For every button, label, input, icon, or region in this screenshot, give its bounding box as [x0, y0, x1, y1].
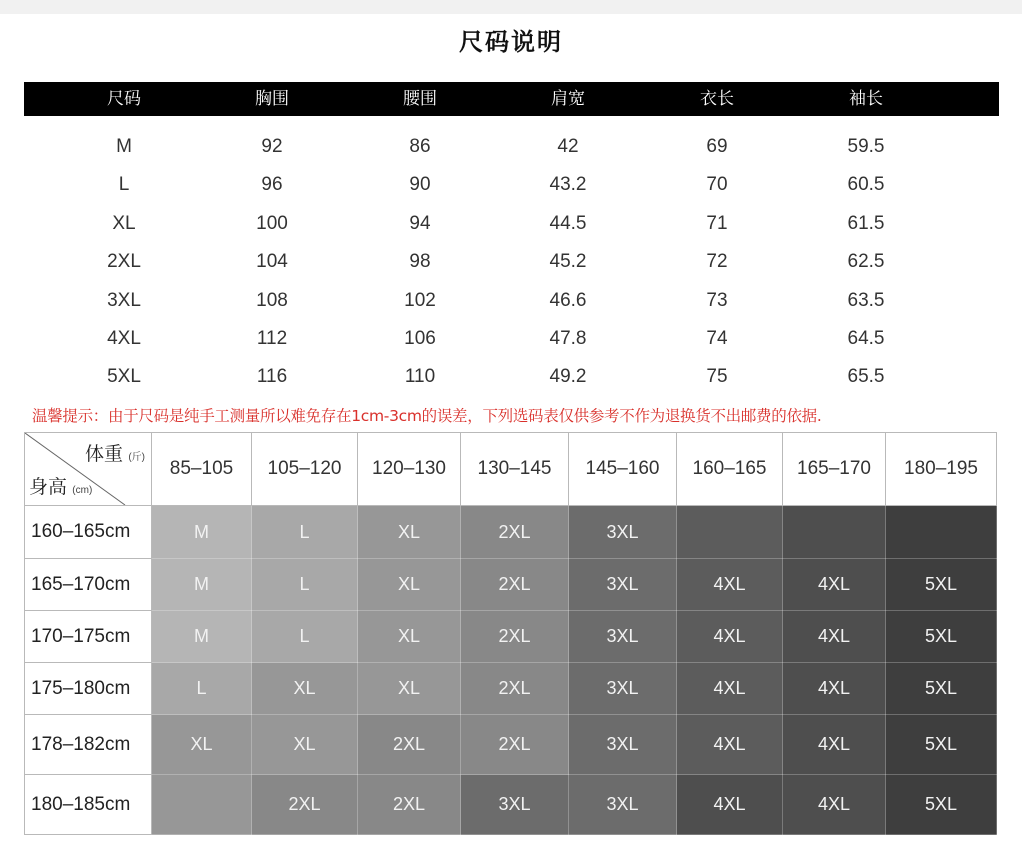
size-recommendation-cell: 4XL [783, 611, 886, 663]
size-recommendation-cell: 4XL [783, 559, 886, 611]
size-recommendation-cell: 4XL [677, 611, 783, 663]
size-recommendation-cell: 2XL [461, 559, 569, 611]
height-range: 178–182cm [25, 715, 152, 775]
size-row [24, 205, 999, 243]
size-recommendation-cell: 4XL [783, 715, 886, 775]
size-recommendation-cell: 2XL [461, 611, 569, 663]
recommendation-table [24, 432, 997, 835]
size-cell-chest: 96 [261, 174, 283, 196]
size-cell-sleeve: 63.5 [847, 289, 885, 311]
height-range: 165–170cm [25, 559, 152, 611]
size-recommendation-cell: M [152, 611, 252, 663]
height-row [25, 611, 997, 663]
weight-range: 85–105 [152, 433, 252, 506]
weight-header-row [25, 433, 997, 506]
size-recommendation-cell: L [252, 611, 358, 663]
size-recommendation-cell: 5XL [886, 715, 997, 775]
size-cell-waist: 86 [409, 136, 431, 157]
size-recommendation-cell: 3XL [569, 715, 677, 775]
size-recommendation-cell: L [152, 663, 252, 715]
size-recommendation-cell [677, 506, 783, 559]
size-cell-length: 75 [706, 366, 728, 388]
size-row [24, 358, 999, 396]
size-recommendation-cell: XL [358, 611, 461, 663]
height-range: 160–165cm [25, 506, 152, 559]
height-row [25, 663, 997, 715]
height-row [25, 775, 997, 835]
size-cell-shoulder: 43.2 [549, 174, 587, 196]
size-cell-shoulder: 49.2 [549, 366, 587, 388]
size-cell-size: 2XL [107, 251, 141, 273]
height-label: 身高 (cm) [29, 477, 93, 498]
height-row [25, 715, 997, 775]
size-recommendation-cell: 5XL [886, 559, 997, 611]
header-waist: 腰围 [403, 89, 437, 109]
size-cell-chest: 92 [261, 136, 283, 157]
size-row [24, 282, 999, 320]
size-recommendation-cell [152, 775, 252, 835]
size-row [24, 128, 999, 166]
size-recommendation-cell: XL [152, 715, 252, 775]
size-cell-length: 72 [706, 251, 728, 273]
weight-range: 165–170 [783, 433, 886, 506]
size-cell-length: 73 [706, 289, 728, 311]
weight-range: 160–165 [677, 433, 783, 506]
header-size: 尺码 [107, 89, 141, 109]
size-cell-shoulder: 47.8 [549, 328, 587, 349]
size-recommendation-cell: XL [358, 559, 461, 611]
size-recommendation-cell: XL [252, 663, 358, 715]
size-cell-sleeve: 61.5 [847, 212, 885, 234]
size-row [24, 166, 999, 204]
size-cell-shoulder: 44.5 [549, 212, 587, 234]
size-recommendation-cell: 3XL [569, 506, 677, 559]
size-cell-size: XL [112, 212, 136, 234]
size-recommendation-cell: 5XL [886, 775, 997, 835]
size-recommendation-cell: 2XL [252, 775, 358, 835]
height-range: 175–180cm [25, 663, 152, 715]
size-cell-length: 69 [706, 136, 728, 157]
weight-range: 120–130 [358, 433, 461, 506]
size-cell-size: L [118, 174, 130, 196]
size-recommendation-cell: 4XL [677, 715, 783, 775]
size-cell-size: 3XL [107, 289, 141, 311]
size-cell-waist: 106 [404, 328, 436, 349]
size-recommendation-cell: 2XL [358, 715, 461, 775]
size-cell-shoulder: 46.6 [549, 289, 587, 311]
size-row [24, 320, 999, 358]
size-cell-sleeve: 59.5 [847, 136, 885, 157]
size-recommendation-cell: 3XL [569, 775, 677, 835]
weight-range: 180–195 [886, 433, 997, 506]
size-recommendation-cell: 2XL [461, 506, 569, 559]
size-cell-size: 4XL [107, 328, 141, 349]
size-recommendation-cell: 4XL [677, 559, 783, 611]
corner-cell [25, 433, 152, 506]
size-cell-size: M [116, 136, 132, 157]
size-recommendation-cell: 3XL [569, 611, 677, 663]
size-row [24, 243, 999, 281]
size-cell-chest: 112 [256, 328, 288, 349]
weight-range: 130–145 [461, 433, 569, 506]
size-recommendation-cell: 3XL [569, 663, 677, 715]
size-recommendation-cell: 2XL [461, 663, 569, 715]
size-recommendation-cell: 2XL [358, 775, 461, 835]
header-sleeve: 袖长 [849, 89, 883, 109]
size-cell-waist: 110 [404, 366, 436, 388]
size-recommendation-cell: L [252, 506, 358, 559]
header-chest: 胸围 [255, 89, 289, 109]
size-recommendation-cell: 4XL [677, 663, 783, 715]
size-cell-length: 70 [706, 174, 728, 196]
size-recommendation-cell [783, 506, 886, 559]
size-recommendation-cell: XL [252, 715, 358, 775]
size-cell-chest: 108 [256, 289, 288, 311]
size-cell-sleeve: 65.5 [847, 366, 885, 388]
size-recommendation-cell: 5XL [886, 611, 997, 663]
size-cell-waist: 90 [409, 174, 431, 196]
size-cell-chest: 100 [256, 212, 288, 234]
size-cell-shoulder: 42 [557, 136, 579, 157]
height-range: 170–175cm [25, 611, 152, 663]
size-cell-waist: 98 [409, 251, 431, 273]
top-bar [0, 0, 1022, 14]
size-cell-chest: 116 [256, 366, 288, 388]
size-cell-sleeve: 64.5 [847, 328, 885, 349]
size-cell-length: 71 [706, 212, 728, 234]
size-cell-length: 74 [706, 328, 728, 349]
size-cell-waist: 94 [409, 212, 431, 234]
size-cell-sleeve: 62.5 [847, 251, 885, 273]
size-recommendation-cell: XL [358, 506, 461, 559]
size-recommendation-cell: 3XL [461, 775, 569, 835]
size-recommendation-cell: 4XL [677, 775, 783, 835]
size-cell-waist: 102 [404, 289, 436, 311]
height-row [25, 559, 997, 611]
size-recommendation-cell: 2XL [461, 715, 569, 775]
header-length: 衣长 [700, 89, 734, 109]
size-recommendation-cell: 5XL [886, 663, 997, 715]
height-range: 180–185cm [25, 775, 152, 835]
warning-note: 温馨提示：由于尺码是纯手工测量所以难免存在1cm-3cm的误差，下列选码表仅供参考不作为退换货不出邮费的依据. [32, 407, 822, 425]
size-table-header [24, 82, 999, 116]
size-recommendation-cell: 3XL [569, 559, 677, 611]
size-recommendation-cell [886, 506, 997, 559]
size-cell-size: 5XL [107, 366, 141, 388]
weight-label: 体重 (斤) [85, 444, 145, 465]
size-recommendation-cell: L [252, 559, 358, 611]
header-shoulder: 肩宽 [551, 89, 585, 109]
weight-range: 145–160 [569, 433, 677, 506]
size-recommendation-cell: 4XL [783, 775, 886, 835]
size-cell-shoulder: 45.2 [549, 251, 587, 273]
size-recommendation-cell: XL [358, 663, 461, 715]
size-cell-sleeve: 60.5 [847, 174, 885, 196]
size-recommendation-cell: M [152, 559, 252, 611]
size-recommendation-cell: 4XL [783, 663, 886, 715]
height-row [25, 506, 997, 559]
size-cell-chest: 104 [256, 251, 288, 273]
size-recommendation-cell: M [152, 506, 252, 559]
weight-range: 105–120 [252, 433, 358, 506]
page-title: 尺码说明 [459, 27, 563, 56]
